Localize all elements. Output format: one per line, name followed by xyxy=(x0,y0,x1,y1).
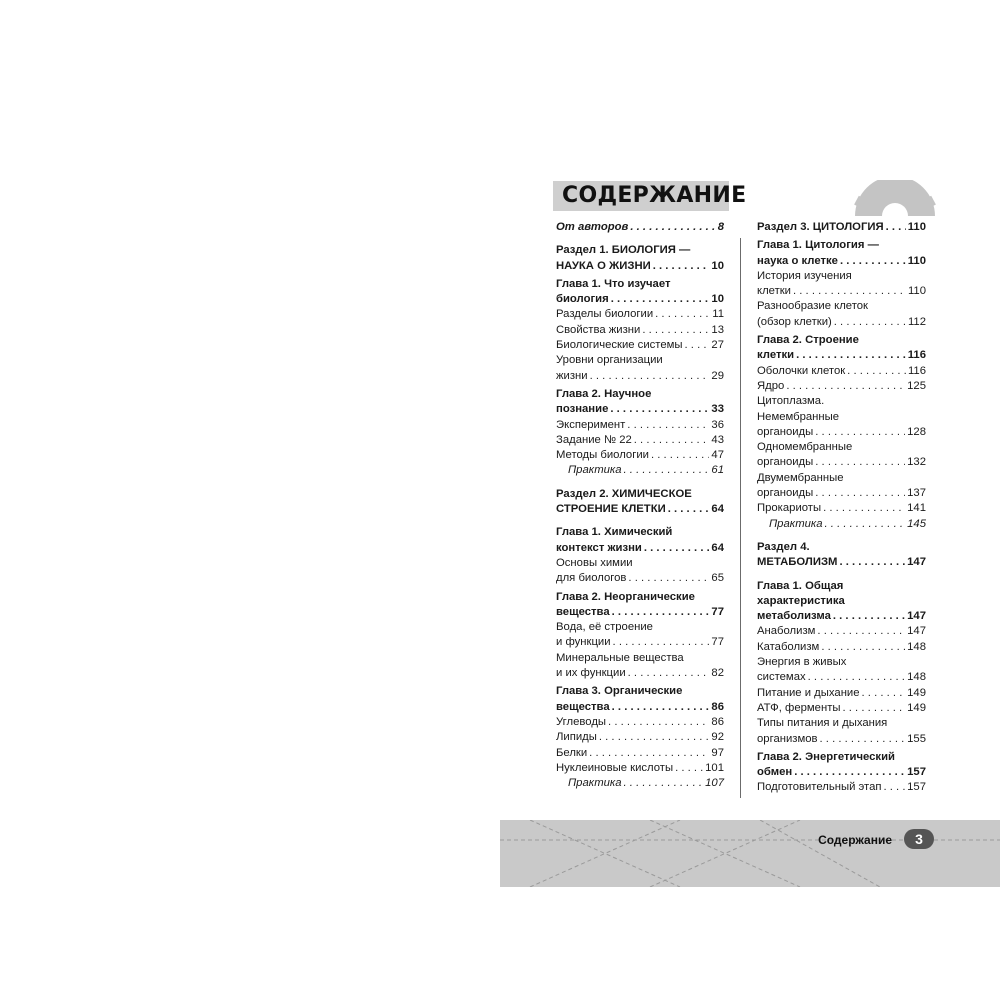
toc-item xyxy=(556,338,724,353)
toc-entry-title: организмов xyxy=(757,732,818,745)
dot-leader xyxy=(815,425,905,440)
toc-item xyxy=(556,463,724,478)
toc-page-number: 157 xyxy=(907,766,926,779)
toc-page-number: 77 xyxy=(711,605,724,618)
dot-leader xyxy=(610,402,709,417)
toc-page-number: 145 xyxy=(907,517,926,530)
toc-entry xyxy=(556,323,724,338)
toc-page-number: 64 xyxy=(711,503,724,516)
page-title: СОДЕРЖАНИЕ xyxy=(553,181,729,211)
dot-leader xyxy=(634,433,710,448)
toc-entry xyxy=(556,541,724,556)
toc-entry xyxy=(556,776,724,791)
toc-page-number: 27 xyxy=(711,339,724,352)
toc-entry-title: вещества xyxy=(556,700,610,713)
toc-page-number: 110 xyxy=(907,254,926,267)
dot-leader xyxy=(655,307,710,322)
toc-entry-title: Прокариоты xyxy=(757,502,822,515)
toc-entry xyxy=(757,732,926,747)
toc-entry-line: характеристика xyxy=(757,594,845,607)
dot-leader xyxy=(630,220,715,235)
toc-page-number: 10 xyxy=(711,259,724,272)
toc-page-number: 148 xyxy=(907,640,926,653)
toc-page-number: 147 xyxy=(907,610,926,623)
toc-item xyxy=(556,220,724,235)
dot-leader xyxy=(825,517,906,532)
gear-icon xyxy=(853,180,937,216)
dot-leader xyxy=(808,670,906,685)
toc-page-number: 155 xyxy=(907,732,926,745)
toc-entry xyxy=(757,701,926,716)
toc-page-number: 92 xyxy=(711,731,724,744)
toc-entry xyxy=(757,455,926,470)
toc-entry xyxy=(556,292,724,307)
toc-entry-title: контекст жизни xyxy=(556,541,642,554)
page-number-badge: 3 xyxy=(904,829,934,849)
dot-leader xyxy=(840,254,906,269)
toc-group xyxy=(556,556,724,587)
toc-item xyxy=(757,517,926,532)
toc-entry xyxy=(757,379,926,394)
dot-leader xyxy=(668,502,710,517)
toc-entry-title: Методы биологии xyxy=(556,449,649,462)
dot-leader xyxy=(786,379,905,394)
toc-group xyxy=(757,716,926,747)
toc-entry-title: МЕТАБОЛИЗМ xyxy=(757,556,838,569)
dot-leader xyxy=(884,780,906,795)
toc-entry-title: Биологические системы xyxy=(556,339,683,352)
dot-leader xyxy=(599,730,710,745)
toc-entry-line: Глава 1. Химический xyxy=(556,526,673,539)
toc-entry-title: для биологов xyxy=(556,572,627,585)
toc-group xyxy=(556,277,724,308)
toc-group xyxy=(757,579,926,625)
toc-entry xyxy=(757,609,926,624)
toc-entry xyxy=(757,765,926,780)
toc-group xyxy=(757,333,926,364)
toc-entry-title: Раздел 3. ЦИТОЛОГИЯ xyxy=(757,221,884,233)
toc-entry-title: Подготовительный этап xyxy=(757,781,882,794)
toc-entry xyxy=(757,780,926,795)
toc-right-column xyxy=(757,220,926,796)
toc-entry-title: От авторов xyxy=(556,221,629,233)
toc-group xyxy=(757,750,926,781)
toc-page-number: 149 xyxy=(907,701,926,714)
toc-entry-title: Задание № 22 xyxy=(556,433,632,446)
toc-item xyxy=(757,780,926,795)
toc-entry-title: Липиды xyxy=(556,731,597,744)
toc-page-number: 132 xyxy=(907,456,926,469)
toc-entry-line: Глава 3. Органические xyxy=(556,685,683,698)
toc-entry-title: Эксперимент xyxy=(556,418,626,431)
toc-entry-title: клетки xyxy=(757,349,795,362)
toc-item xyxy=(556,776,724,791)
toc-group xyxy=(757,540,926,571)
toc-entry-title: Оболочки клеток xyxy=(757,364,846,377)
toc-page-number: 77 xyxy=(711,636,724,649)
toc-item xyxy=(556,761,724,776)
toc-group xyxy=(556,243,724,274)
toc-entry-title: органоиды xyxy=(757,487,814,500)
dot-leader xyxy=(815,455,905,470)
dot-leader xyxy=(675,761,703,776)
toc-entry-title: Катаболизм xyxy=(757,640,820,653)
toc-entry-title: НАУКА О ЖИЗНИ xyxy=(556,259,651,272)
dot-leader xyxy=(820,732,906,747)
toc-entry xyxy=(556,402,724,417)
dot-leader xyxy=(793,284,906,299)
toc-group xyxy=(757,299,926,330)
toc-entry-title: клетки xyxy=(757,285,791,298)
dot-leader xyxy=(624,463,710,478)
column-divider xyxy=(740,238,741,798)
toc-entry xyxy=(556,502,724,517)
toc-page-number: 61 xyxy=(711,464,724,477)
toc-entry-title: обмен xyxy=(757,766,793,779)
toc-entry xyxy=(556,715,724,730)
toc-page-number: 147 xyxy=(907,556,926,569)
toc-entry-line: Глава 2. Научное xyxy=(556,387,652,400)
toc-entry-title: познание xyxy=(556,403,609,416)
toc-item xyxy=(757,364,926,379)
toc-entry xyxy=(556,307,724,322)
toc-entry-title: и функции xyxy=(556,636,611,649)
toc-entry xyxy=(757,364,926,379)
toc-entry xyxy=(556,448,724,463)
toc-entry-title: Нуклеиновые кислоты xyxy=(556,761,674,774)
toc-entry-line: Основы химии xyxy=(556,556,633,569)
dot-leader xyxy=(644,541,710,556)
toc-entry xyxy=(556,369,724,384)
toc-page-number: 157 xyxy=(907,781,926,794)
toc-item xyxy=(757,379,926,394)
toc-page-number: 64 xyxy=(711,541,724,554)
toc-entry xyxy=(556,259,724,274)
toc-page-number: 147 xyxy=(907,625,926,638)
toc-entry xyxy=(556,605,724,620)
toc-entry xyxy=(757,486,926,501)
toc-page-number: 29 xyxy=(711,369,724,382)
dot-leader xyxy=(628,571,709,586)
toc-page-number: 137 xyxy=(907,487,926,500)
dot-leader xyxy=(611,292,710,307)
toc-entry-line: Типы питания и дыхания xyxy=(757,717,888,730)
toc-page-number: 43 xyxy=(711,433,724,446)
toc-entry-line: Немембранные xyxy=(757,410,840,423)
toc-entry xyxy=(556,700,724,715)
toc-entry xyxy=(757,254,926,269)
toc-entry-line: Минеральные вещества xyxy=(556,651,684,664)
toc-entry-line: Глава 2. Неорганические xyxy=(556,590,695,603)
toc-entry-title: наука о клетке xyxy=(757,254,838,267)
dot-leader xyxy=(589,746,709,761)
dot-leader xyxy=(833,609,905,624)
toc-entry xyxy=(757,640,926,655)
toc-entry xyxy=(556,746,724,761)
toc-page-number: 13 xyxy=(711,323,724,336)
toc-group xyxy=(556,651,724,682)
toc-group xyxy=(556,590,724,621)
toc-group xyxy=(757,440,926,471)
toc-entry xyxy=(757,348,926,363)
toc-entry-line: Глава 1. Что изучает xyxy=(556,277,671,290)
toc-entry xyxy=(757,624,926,639)
toc-group xyxy=(556,387,724,418)
toc-entry-line: Уровни организации xyxy=(556,354,663,367)
toc-item xyxy=(556,307,724,322)
toc-entry-line: Глава 1. Общая xyxy=(757,579,844,592)
toc-entry xyxy=(757,670,926,685)
dot-leader xyxy=(612,605,710,620)
toc-entry-title: Практика xyxy=(568,464,622,477)
toc-entry-line: Раздел 2. ХИМИЧЕСКОЕ xyxy=(556,487,692,500)
dot-leader xyxy=(843,701,906,716)
toc-entry-title: Анаболизм xyxy=(757,625,816,638)
toc-group xyxy=(556,684,724,715)
toc-item xyxy=(556,730,724,745)
dot-leader xyxy=(886,220,906,235)
toc-entry-title: Углеводы xyxy=(556,715,607,728)
toc-entry xyxy=(556,433,724,448)
toc-entry xyxy=(556,730,724,745)
toc-entry-title: Белки xyxy=(556,746,588,759)
toc-entry-title: жизни xyxy=(556,369,588,382)
dot-leader xyxy=(651,448,709,463)
toc-entry-line: Разнообразие клеток xyxy=(757,300,868,313)
dot-leader xyxy=(608,715,709,730)
toc-group xyxy=(556,353,724,384)
dot-leader xyxy=(796,348,906,363)
toc-entry-title: Ядро xyxy=(757,379,785,392)
dot-leader xyxy=(821,640,905,655)
toc-entry-line: Глава 2. Энергетический xyxy=(757,750,895,763)
toc-entry-title: Практика xyxy=(568,777,622,790)
toc-entry xyxy=(757,555,926,570)
toc-entry-title: Свойства жизни xyxy=(556,323,641,336)
toc-entry xyxy=(556,463,724,478)
toc-entry-title: Разделы биологии xyxy=(556,308,654,321)
toc-entry-line: Глава 1. Цитология — xyxy=(757,239,879,252)
toc-item xyxy=(556,418,724,433)
toc-page-number: 101 xyxy=(705,761,724,774)
dot-leader xyxy=(834,315,906,330)
toc-page-number: 110 xyxy=(907,221,926,233)
toc-entry xyxy=(757,315,926,330)
toc-page-number: 112 xyxy=(907,315,926,328)
footer-label: Содержание xyxy=(818,833,892,847)
toc-entry-title: и их функции xyxy=(556,667,626,680)
toc-item xyxy=(556,746,724,761)
dot-leader xyxy=(653,259,710,274)
toc-item xyxy=(757,220,926,235)
toc-page-number: 116 xyxy=(907,349,926,362)
toc-page-number: 97 xyxy=(711,746,724,759)
toc-item xyxy=(757,640,926,655)
toc-entry-title: системах xyxy=(757,671,806,684)
toc-entry-line: Цитоплазма. xyxy=(757,395,825,408)
toc-entry xyxy=(556,761,724,776)
dot-leader xyxy=(794,765,905,780)
dot-leader xyxy=(612,700,710,715)
toc-page-number: 36 xyxy=(711,418,724,431)
dot-leader xyxy=(847,364,906,379)
toc-entry-title: Питание и дыхание xyxy=(757,686,860,699)
dot-leader xyxy=(627,418,709,433)
toc-page-number: 128 xyxy=(907,425,926,438)
toc-item xyxy=(556,715,724,730)
toc-page-number: 10 xyxy=(711,293,724,306)
toc-group xyxy=(556,620,724,651)
toc-page-number: 86 xyxy=(711,700,724,713)
toc-item xyxy=(757,701,926,716)
dot-leader xyxy=(628,666,710,681)
toc-page-number: 86 xyxy=(711,715,724,728)
toc-group xyxy=(556,487,724,518)
toc-item xyxy=(757,501,926,516)
footer-bar xyxy=(500,820,1000,887)
dot-leader xyxy=(839,555,905,570)
toc-item xyxy=(556,433,724,448)
toc-entry-line: История изучения xyxy=(757,269,852,282)
toc-entry xyxy=(757,501,926,516)
toc-page-number: 125 xyxy=(907,379,926,392)
toc-entry xyxy=(556,666,724,681)
toc-page-number: 107 xyxy=(705,777,724,790)
toc-entry-line: Одномембранные xyxy=(757,441,853,454)
toc-group xyxy=(757,238,926,269)
toc-entry xyxy=(757,425,926,440)
dot-leader xyxy=(613,635,710,650)
toc-entry xyxy=(757,517,926,532)
toc-page-number: 148 xyxy=(907,671,926,684)
toc-entry xyxy=(757,284,926,299)
toc-entry-title: Практика xyxy=(769,517,823,530)
dot-leader xyxy=(815,486,905,501)
toc-page-number: 33 xyxy=(711,403,724,416)
toc-page-number: 65 xyxy=(711,572,724,585)
dot-leader xyxy=(685,338,710,353)
toc-entry-line: Раздел 1. БИОЛОГИЯ — xyxy=(556,244,691,257)
dot-leader xyxy=(590,369,710,384)
toc-item xyxy=(757,624,926,639)
toc-group xyxy=(757,655,926,686)
toc-entry-title: АТФ, ферменты xyxy=(757,701,841,714)
dot-leader xyxy=(642,323,709,338)
toc-entry-title: органоиды xyxy=(757,456,814,469)
toc-page-number: 116 xyxy=(907,364,926,377)
toc-page-number: 47 xyxy=(711,449,724,462)
toc-entry xyxy=(757,220,926,235)
toc-page-number: 149 xyxy=(907,686,926,699)
toc-entry-title: органоиды xyxy=(757,425,814,438)
toc-entry-line: Вода, её строение xyxy=(556,621,653,634)
toc-entry xyxy=(556,418,724,433)
toc-entry xyxy=(556,220,724,235)
toc-entry xyxy=(556,338,724,353)
toc-page-number: 82 xyxy=(711,667,724,680)
dot-leader xyxy=(817,624,905,639)
toc-entry-line: Раздел 4. xyxy=(757,540,810,553)
toc-item xyxy=(757,686,926,701)
toc-group xyxy=(757,394,926,440)
toc-entry xyxy=(556,635,724,650)
toc-item xyxy=(556,323,724,338)
toc-group xyxy=(757,269,926,300)
toc-page-number: 8 xyxy=(717,221,724,233)
toc-entry-title: СТРОЕНИЕ КЛЕТКИ xyxy=(556,503,666,516)
toc-entry xyxy=(757,686,926,701)
toc-left-column xyxy=(556,220,724,791)
toc-page-number: 141 xyxy=(907,502,926,515)
toc-entry-title: (обзор клетки) xyxy=(757,315,832,328)
toc-entry-title: вещества xyxy=(556,605,610,618)
toc-group xyxy=(757,471,926,502)
toc-page-number: 110 xyxy=(907,285,926,298)
dot-leader xyxy=(862,686,906,701)
toc-item xyxy=(556,448,724,463)
toc-entry-title: биология xyxy=(556,293,609,306)
dot-leader xyxy=(823,501,905,516)
toc-entry-line: Глава 2. Строение xyxy=(757,334,859,347)
toc-entry-line: Энергия в живых xyxy=(757,656,847,669)
toc-entry-line: Двумембранные xyxy=(757,471,844,484)
toc-entry-title: метаболизма xyxy=(757,610,831,623)
toc-entry xyxy=(556,571,724,586)
dot-leader xyxy=(624,776,704,791)
toc-page-number: 11 xyxy=(712,308,724,321)
toc-group xyxy=(556,525,724,556)
